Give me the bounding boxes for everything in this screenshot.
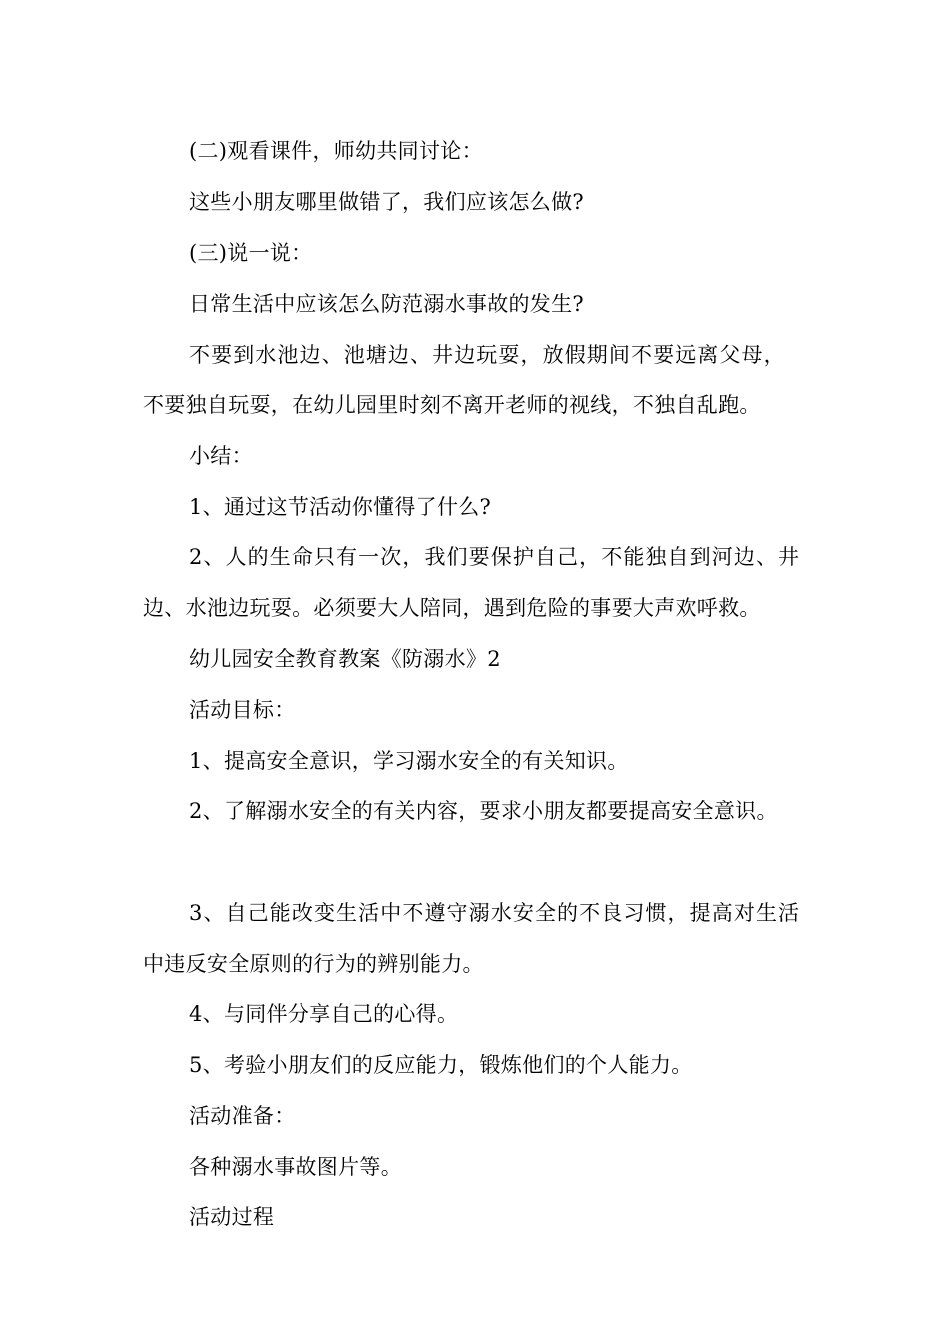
paragraph-prevention-line-1: 不要到水池边、池塘边、井边玩耍，放假期间不要远离父母， xyxy=(189,343,786,367)
summary-heading: 小结： xyxy=(189,444,253,468)
preparation-heading: 活动准备： xyxy=(189,1104,296,1128)
summary-item-2-line-2: 边、水池边玩耍。必须要大人陪同，遇到危险的事要大声欢呼救。 xyxy=(143,596,761,620)
section-heading-say: (三)说一说： xyxy=(189,241,313,265)
preparation-item: 各种溺水事故图片等。 xyxy=(189,1155,402,1179)
summary-item-2-line-1: 2、人的生命只有一次，我们要保护自己，不能独自到河边、井 xyxy=(189,545,801,569)
paragraph-prevention-line-2: 不要独自玩耍，在幼儿园里时刻不离开老师的视线，不独自乱跑。 xyxy=(143,393,761,417)
goal-item-3-line-1: 3、自己能改变生活中不遵守溺水安全的不良习惯，提高对生活 xyxy=(189,901,801,925)
lesson-title-2: 幼儿园安全教育教案《防溺水》2 xyxy=(189,647,501,671)
process-heading: 活动过程 xyxy=(189,1205,275,1229)
goal-item-5: 5、考验小朋友们的反应能力，锻炼他们的个人能力。 xyxy=(189,1053,693,1077)
goal-item-3-line-2: 中违反安全原则的行为的辨别能力。 xyxy=(143,952,484,976)
section-heading-discussion: (二)观看课件，师幼共同讨论： xyxy=(189,139,483,163)
goal-item-4: 4、与同伴分享自己的心得。 xyxy=(189,1002,459,1026)
paragraph-question: 这些小朋友哪里做错了，我们应该怎么做? xyxy=(189,190,584,214)
goals-heading: 活动目标： xyxy=(189,698,296,722)
summary-item-1: 1、通过这节活动你懂得了什么? xyxy=(189,495,492,519)
paragraph-prevention-question: 日常生活中应该怎么防范溺水事故的发生? xyxy=(189,292,584,316)
goal-item-2: 2、了解溺水安全的有关内容，要求小朋友都要提高安全意识。 xyxy=(189,799,778,823)
goal-item-1: 1、提高安全意识，学习溺水安全的有关知识。 xyxy=(189,749,629,773)
